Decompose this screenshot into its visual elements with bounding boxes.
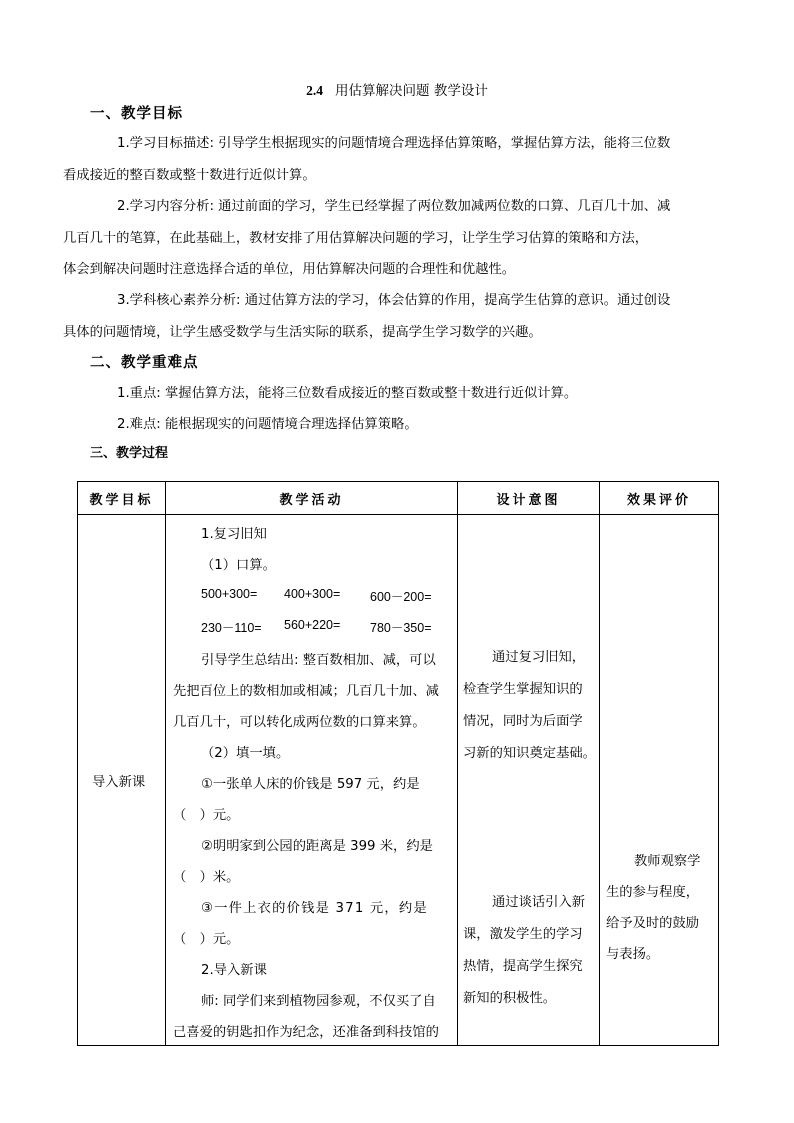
- teaching-process-table: [77, 481, 719, 1046]
- activity-line: （2）填一填。: [201, 746, 290, 761]
- table-header-row: [78, 482, 719, 515]
- activity-cell: [166, 515, 458, 1046]
- section1-paragraph2: [63, 191, 705, 286]
- header-goal: 教学目标: [78, 482, 166, 515]
- activity-line: 1.复习旧知: [201, 527, 267, 542]
- calc-item: 230－110=: [201, 621, 262, 635]
- section1-p3-line2: 具体的问题情境，让学生感受数学与生活实际的联系，提高学生学习数学的兴趣。: [63, 324, 542, 340]
- section2-heading: 二、教学重难点: [90, 355, 199, 371]
- header-activity: 教学活动: [166, 482, 458, 515]
- section1-p2-line2: 几百几十的笔算，在此基础上，教材安排了用估算解决问题的学习，让学生学习估算的策略和方法，: [63, 230, 649, 246]
- activity-line: 几百几十，可以转化成两位数的口算来算。: [173, 715, 426, 730]
- activity-line: 己喜爱的钥匙扣作为纪念，还准备到科技馆的: [173, 1025, 439, 1040]
- table-row: [78, 515, 719, 1046]
- intent-cell: [458, 515, 600, 1046]
- header-intent: 设计意图: [458, 482, 600, 515]
- activity-line: ①一张单人床的价钱是 597 元，约是: [201, 777, 420, 792]
- effect-line: 教师观察学: [634, 854, 701, 869]
- effect-line: 与表扬。: [606, 947, 660, 962]
- activity-line: （1）口算。: [201, 558, 276, 573]
- intent-line: 习新的知识奠定基础。: [463, 746, 596, 761]
- calc-item: 560+220=: [284, 618, 341, 632]
- activity-line: （ ）元。: [173, 808, 240, 823]
- activity-line: ③一件上衣的价钱是 371 元，约是: [201, 901, 428, 916]
- intent-line: 通过复习旧知，: [492, 650, 586, 665]
- intent-line: 情况，同时为后面学: [463, 714, 583, 729]
- section1-p1-line2: 看成接近的整百数或整十数进行近似计算。: [63, 167, 316, 183]
- intent-line: 通过谈话引入新: [492, 895, 586, 910]
- section2-key-point: 1.重点: 掌握估算方法，能将三位数看成接近的整百数或整十数进行近似计算。: [117, 386, 578, 401]
- effect-line: 生的参与程度，: [606, 885, 700, 900]
- calc-item: 780－350=: [370, 621, 432, 635]
- activity-line: 先把百位上的数相加或相减；几百几十加、减: [173, 684, 439, 699]
- goal-text: 导入新课: [92, 775, 146, 790]
- section1-heading: 一、教学目标: [90, 106, 183, 122]
- document-title: [0, 79, 794, 99]
- effect-line: 给予及时的鼓励: [606, 916, 700, 931]
- title-text: 用估算解决问题 教学设计: [335, 83, 488, 99]
- activity-line: （ ）米。: [173, 870, 240, 885]
- title-number: 2.4: [306, 83, 324, 98]
- section1-p2-line1: 2.学习内容分析: 通过前面的学习，学生已经掌握了两位数加减两位数的口算、几百几十加、减: [117, 199, 671, 214]
- header-effect: 效果评价: [600, 482, 719, 515]
- section1-p3-line1: 3.学科核心素养分析: 通过估算方法的学习，体会估算的作用，提高学生估算的意识。通过创设: [117, 293, 671, 308]
- intent-line: 热情，提高学生探究: [463, 959, 583, 974]
- section2-difficulty: 2.难点: 能根据现实的问题情境合理选择估算策略。: [117, 417, 418, 432]
- section1-paragraph3: [63, 285, 705, 348]
- section3-heading: 三、教学过程: [90, 446, 169, 461]
- activity-line: 师: 同学们来到植物园参观，不仅买了自: [201, 994, 436, 1009]
- calc-item: 400+300=: [284, 587, 341, 601]
- activity-line: 2.导入新课: [201, 963, 267, 978]
- section1-p1-line1: 1.学习目标描述: 引导学生根据现实的问题情境合理选择估算策略，掌握估算方法，能将三位数: [117, 136, 671, 151]
- goal-cell: [78, 515, 166, 1046]
- activity-line: ②明明家到公园的距离是 399 米，约是: [201, 839, 433, 854]
- calc-item: 600－200=: [370, 590, 432, 604]
- activity-line: 引导学生总结出: 整百数相加、减，可以: [201, 653, 436, 668]
- section1-paragraph1: [63, 128, 705, 191]
- intent-line: 课，激发学生的学习: [463, 927, 583, 942]
- intent-line: 新知的积极性。: [463, 991, 557, 1006]
- calc-item: 500+300=: [201, 587, 258, 601]
- effect-cell: [600, 515, 719, 1046]
- activity-line: （ ）元。: [173, 932, 240, 947]
- intent-line: 检查学生掌握知识的: [463, 682, 583, 697]
- section1-p2-line3: 体会到解决问题时注意选择合适的单位，用估算解决问题的合理性和优越性。: [63, 262, 516, 277]
